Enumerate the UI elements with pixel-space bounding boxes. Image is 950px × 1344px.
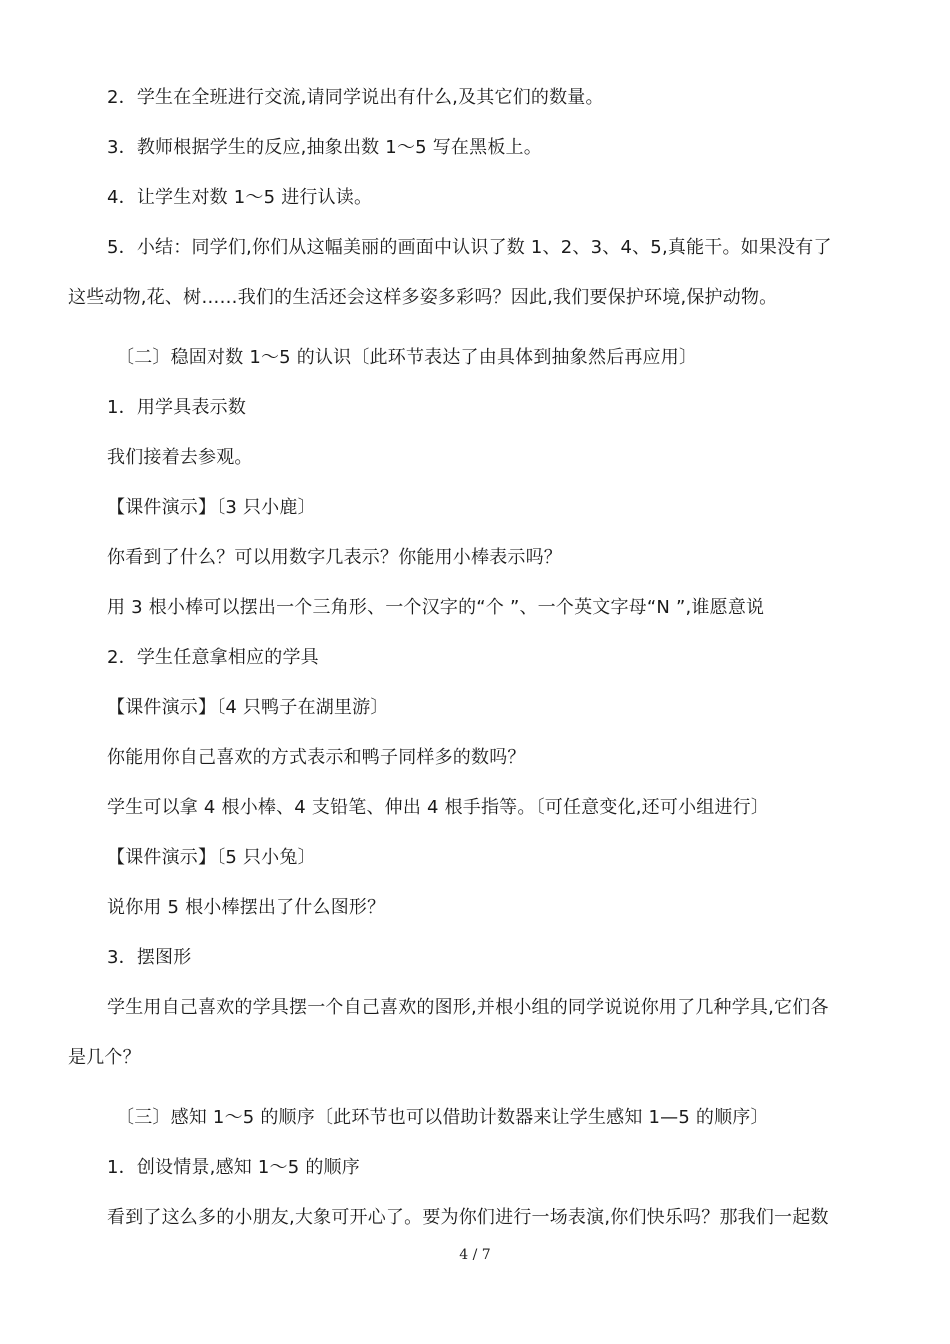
paragraph-line-19: 学生用自己喜欢的学具摆一个自己喜欢的图形,并根小组的同学说说你用了几种学具,它们各 [107, 997, 829, 1018]
paragraph-line-2: 3．教师根据学生的反应,抽象出数 1～5 写在黑板上。 [107, 137, 542, 158]
paragraph-line-16: 【课件演示】〔5 只小兔〕 [107, 847, 316, 868]
paragraph-line-7: 1．用学具表示数 [107, 397, 247, 418]
paragraph-line-1: 2．学生在全班进行交流,请同学说出有什么,及其它们的数量。 [107, 87, 604, 108]
paragraph-line-13: 【课件演示】〔4 只鸭子在湖里游〕 [107, 697, 389, 718]
page-number: 4 / 7 [459, 1247, 491, 1263]
paragraph-line-10: 你看到了什么？可以用数字几表示？你能用小棒表示吗？ [107, 547, 562, 568]
paragraph-line-17: 说你用 5 根小棒摆出了什么图形？ [107, 897, 386, 918]
paragraph-line-15: 学生可以拿 4 根小棒、4 支铅笔、伸出 4 根手指等。〔可任意变化,还可小组进行〕 [107, 797, 770, 818]
section-heading-3: 〔三〕感知 1～5 的顺序〔此环节也可以借助计数器来让学生感知 1—5 的顺序〕 [116, 1107, 769, 1128]
section-heading-2: 〔二〕稳固对数 1～5 的认识〔此环节表达了由具体到抽象然后再应用〕 [116, 347, 698, 368]
paragraph-line-4: 5．小结：同学们,你们从这幅美丽的画面中认识了数 1、2、3、4、5,真能干。如果没有了 [107, 237, 832, 258]
paragraph-line-3: 4．让学生对数 1～5 进行认读。 [107, 187, 373, 208]
paragraph-line-9: 【课件演示】〔3 只小鹿〕 [107, 497, 316, 518]
paragraph-line-5: 这些动物,花、树……我们的生活还会这样多姿多彩吗？因此,我们要保护环境,保护动物。 [68, 287, 778, 308]
paragraph-line-20: 是几个？ [68, 1047, 141, 1068]
paragraph-line-22: 1．创设情景,感知 1～5 的顺序 [107, 1157, 360, 1178]
paragraph-line-18: 3．摆图形 [107, 947, 192, 968]
paragraph-line-8: 我们接着去参观。 [107, 447, 253, 468]
paragraph-line-11: 用 3 根小棒可以摆出一个三角形、一个汉字的“个 ”、一个英文字母“N ”,谁愿意说 [107, 597, 765, 618]
paragraph-line-12: 2．学生任意拿相应的学具 [107, 647, 319, 668]
paragraph-line-14: 你能用你自己喜欢的方式表示和鸭子同样多的数吗？ [107, 747, 526, 768]
paragraph-line-23: 看到了这么多的小朋友,大象可开心了。要为你们进行一场表演,你们快乐吗？那我们一起数 [107, 1207, 829, 1228]
